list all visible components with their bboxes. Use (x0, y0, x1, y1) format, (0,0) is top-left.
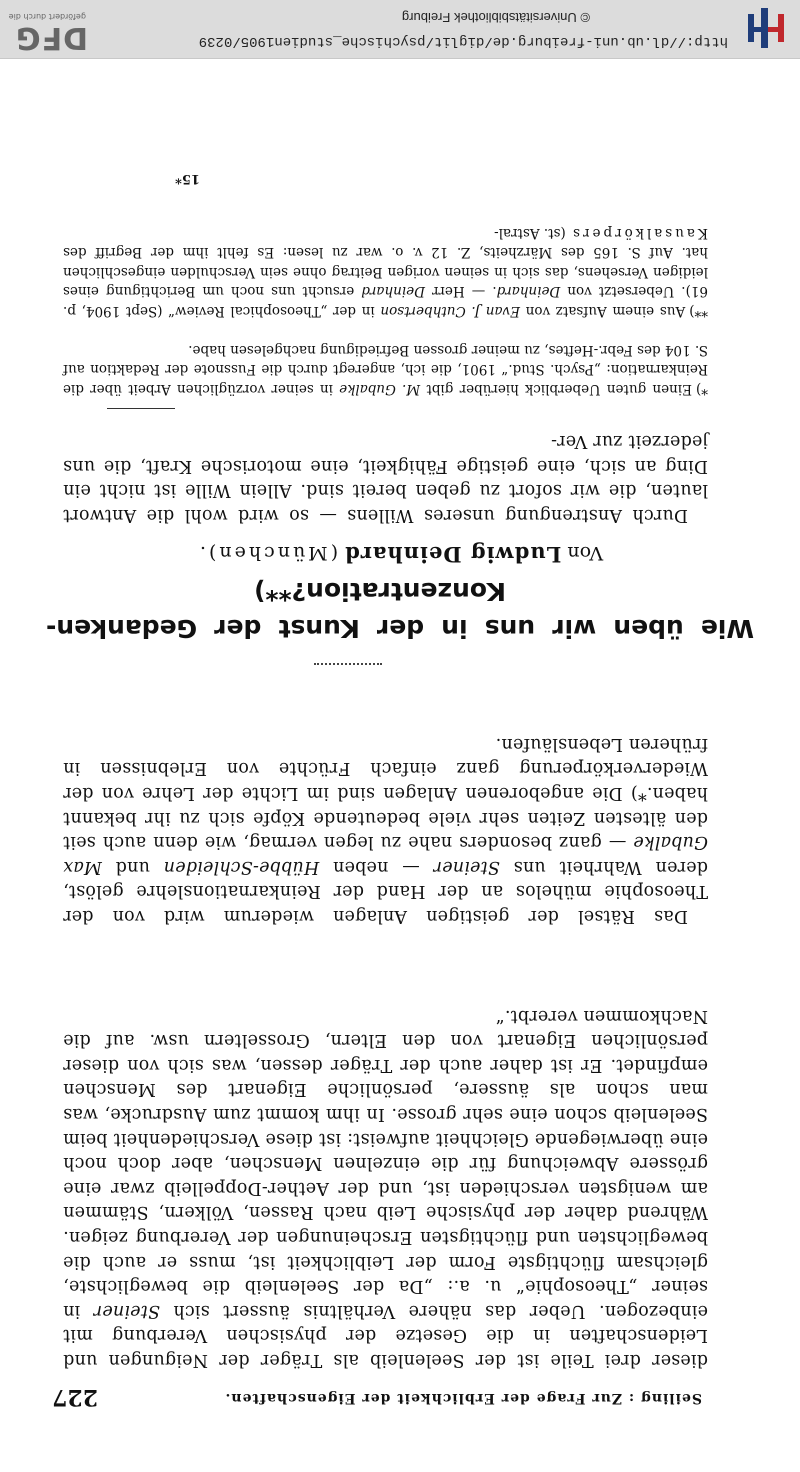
dfg-wordmark: DFG (14, 20, 88, 55)
copyright-notice: © Universitätsbibliothek Freiburg (401, 10, 590, 25)
article-title-line-2: Konzentration?**) (254, 577, 506, 606)
body-paragraph: Das Rätsel der geistigen Anlagen wiederum wird von der Theosophie mühelos an der Hand der Reinkarnationslehre gelöst, deren Wahrheit uns Steiner — neben Hübbe-Schleiden und Max Gubalke — ganz besonders nahe zu legen vermag, wie denn auch seit den ältesten Zeiten sehr viele bedeutende Köpfe sich zu ihr bekannt haben.*) Die angeborenen Anlagen sind im Lichte der Lehre von der Wiederverkörperung ganz einfach Früchte von Erlebnissen in früheren Lebensläufen. (63, 733, 708, 926)
body-paragraph: Durch Anstrengung unseres Willens — so wird wohl die Antwort lauten, die wir sofort zu geben bereit sind. Allein Wille ist nicht ein Ding an sich, eine geistige Fähigkeit, eine motorische Kraft, die uns jederzeit zur Ver- (63, 431, 708, 525)
signature-mark: 15* (175, 171, 200, 186)
dfg-caption: gefördert durch die (8, 12, 86, 21)
source-url-link[interactable]: http://dl.ub.uni-freiburg.de/diglit/psychische_studien1905/0239 (198, 33, 728, 49)
article-title-line-1: Wie üben wir uns in der Kunst der Gedanken- (46, 614, 754, 643)
footnote-divider (107, 408, 175, 409)
running-head: Seiling : Zur Frage der Erblichkeit der Eigenschaften. (224, 1390, 702, 1406)
section-divider (314, 659, 382, 665)
university-library-logo-icon (740, 4, 788, 52)
footnote: *)Einen guten Ueberblick hierüber gibt M. Gubalke in seiner vorzüglichen Arbeit über die Reinkarnation: „Psych. Stud.“ 1901, die ich, angeregt durch die Fussnote der Redaktion auf S. 104 des Febr.-Heftes, zu meiner grossen Befriedigung nachgelesen habe. (62, 341, 708, 397)
body-paragraph: dieser drei Teile ist der Seelenleib als Träger der Neigungen und Leidenschaften in die Gesetze der physischen Vererbung mit einbezogen. Ueber das nähere Verhältnis äussert sich Steiner in seiner „Theosophie“ u. a.: „Da der Seelenleib die beweglichste, gleichsam flüchtigste Form der Leiblichkeit ist, muss er auch die beweglichsten und flüchtigsten Erscheinungen der Vererbung zeigen. Während daher der physische Leib nach Rassen, Völkern, Stämmen am wenigsten verschieden ist, und der Aether-Doppelleib zwar eine grössere Abweichung für die einzelnen Menschen, aber doch noch eine überwiegende Gleichheit aufweist: ist diese Verschiedenheit beim Seelenleib schon eine sehr grosse. In ihm kommt zum Ausdrucke, was man schon als äussere, persönliche Eigenart des Menschen empfindet. Er ist daher auch der Träger dessen, was sich von dieser persönlichen Eigenart von den Eltern, Grosseltern usw. auf die Nachkommen vererbt.“ (63, 1005, 708, 1370)
page-header (52, 1384, 702, 1410)
footnote: **)Aus einem Aufsatz von Evan J. Cuthbertson in der „Theosophical Review“ (Sept 1904, p. 61). Uebersetzt von Deinhard. — Herr Deinhard ersucht uns noch um Berichtigung eines leidigen Versehens, das sich in seinen vorigen Beitrag ohne sein Verschulden eingeschlichen hat. Auf S. 165 des Märzheits, Z. 12 v. o. war zu lesen: Es fehlt ihm der Begriff des Kausalkörpers (st. Astral- (62, 224, 708, 319)
author-place: (München). (196, 542, 339, 564)
author-name: Ludwig Deinhard (344, 542, 562, 567)
byline-von: Von (567, 542, 604, 564)
dfg-logo (8, 4, 88, 55)
digitization-footer (0, 0, 800, 59)
page-number: 227 (52, 1384, 98, 1410)
author-byline (0, 542, 800, 567)
article-title (46, 573, 754, 647)
